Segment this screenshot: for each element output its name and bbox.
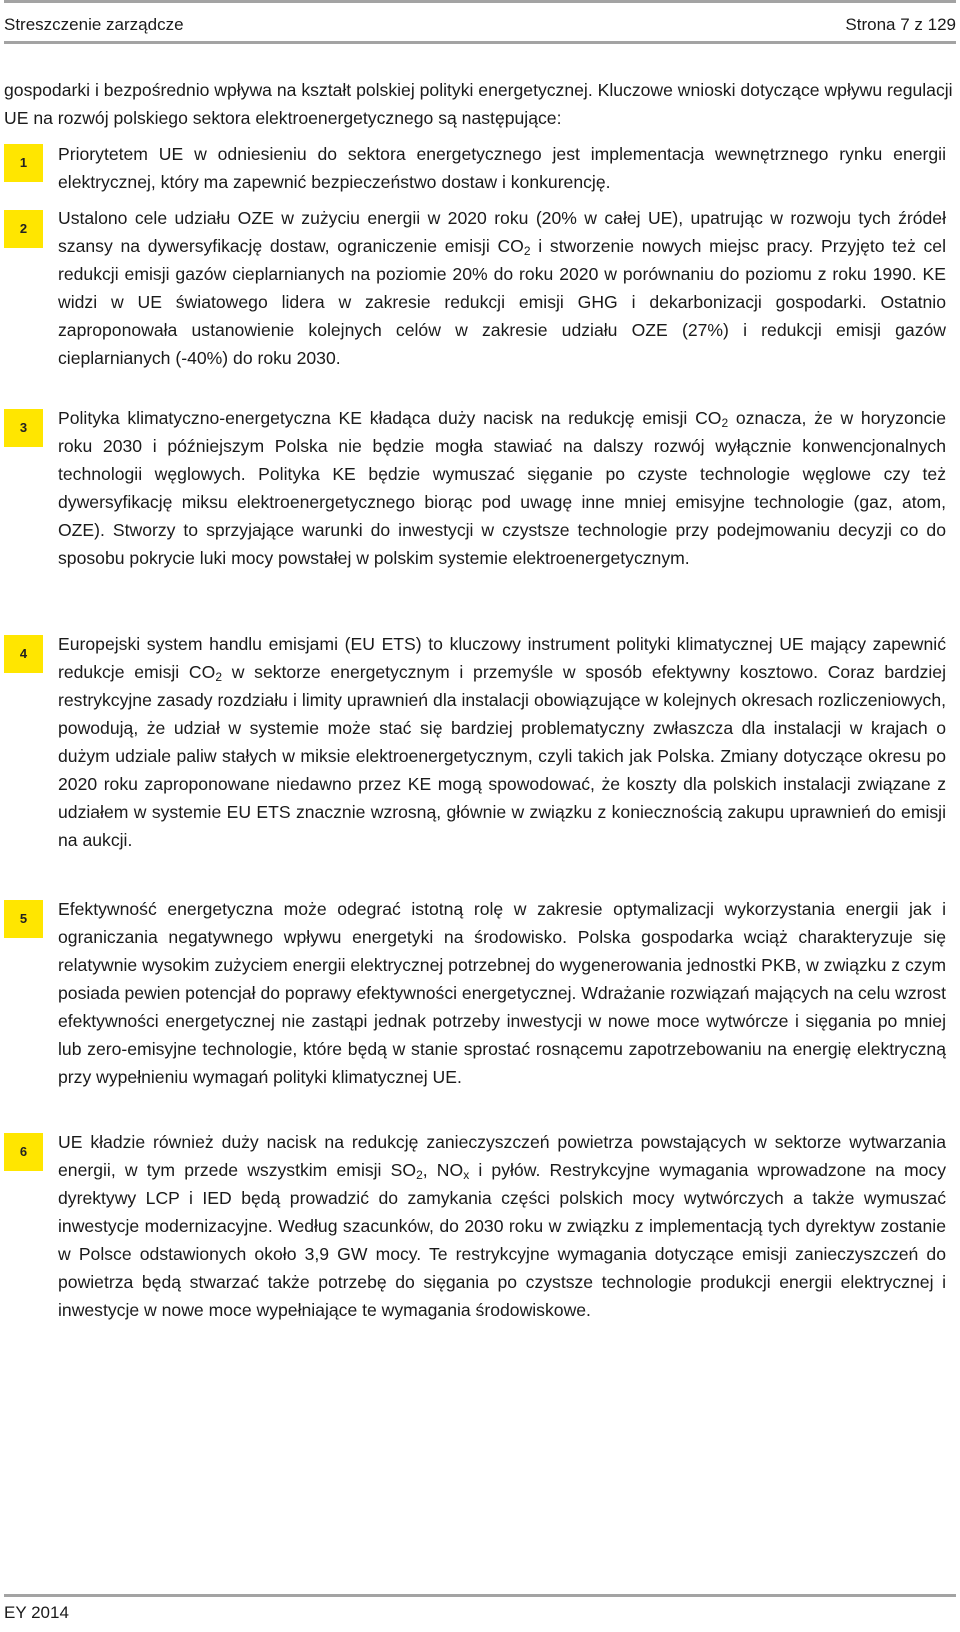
page-footer — [4, 1594, 956, 1623]
item-text: Priorytetem UE w odniesieniu do sektora energetycznego jest implementacja wewnętrznego rynku energii elektrycznej, który ma zapewnić bezpieczeństwo dostaw i konkurencję. — [58, 144, 946, 192]
item-number-badge: 2 — [4, 210, 43, 248]
intro-paragraph: gospodarki i bezpośrednio wpływa na kształt polskiej polityki energetycznej. Kluczowe wnioski dotyczące wpływu regulacji UE na rozwój polskiego sektora elektroenergetycznego są następujące: — [4, 80, 953, 128]
page-number: Strona 7 z 129 — [845, 15, 956, 34]
item-text: Ustalono cele udziału OZE w zużyciu energii w 2020 roku (20% w całej UE), upatrując w rozwoju tych źródeł szansy na dywersyfikację dostaw, ograniczenie emisji $CO_2$ i stworzenie nowych miejsc pracy. Przyjęto też cel redukcji emisji gazów cieplarnianych na poziomie 20% do roku 2020 w porównaniu do poziomu z roku 1990. KE widzi w UE światowego lidera w zakresie redukcji emisji GHG i dekarbonizacji gospodarki. Ostatnio zaproponowała ustanowienie kolejnych celów w zakresie udziału OZE (27%) i redukcji emisji gazów cieplarnianych (-40%) do roku 2030. — [58, 208, 946, 368]
item-number-badge: 1 — [4, 144, 43, 182]
footer-copyright: EY 2014 — [4, 1603, 69, 1622]
item-number-badge: 4 — [4, 635, 43, 673]
item-text: Europejski system handlu emisjami (EU ETS) to kluczowy instrument polityki klimatycznej UE mający zapewnić redukcje emisji $CO_2$ w sektorze energetycznym i przemyśle w sposób efektywny kosztowo. Coraz bardziej restrykcyjne zasady rozdziału i limity uprawnień dla instalacji obowiązujące w kolejnych okresach rozliczeniowych, powodują, że udział w systemie może stać się bardziej problematyczny zwłaszcza dla instalacji w krajach o dużym udziale paliw stałych w miksie elektroenergetycznym, czyli takich jak Polska. Zmiany dotyczące okresu po 2020 roku zaproponowane niedawno przez KE mogą spowodować, że koszty dla polskich instalacji związane z udziałem w systemie EU ETS znacznie wzrosną, głównie w związku z koniecznością zakupu uprawnień do emisji na aukcji. — [58, 634, 946, 850]
item-text: UE kładzie również duży nacisk na redukcję zanieczyszczeń powietrza powstających w sektorze wytwarzania energii, w tym przede wszystkim emisji $SO_2$, $NO_x$ i pyłów. Restrykcyjne wymagania wprowadzone na mocy dyrektywy LCP i IED będą prowadzić do zamykania części polskich mocy wytwórczych a także wymuszać inwestycje modernizacyjne. Według szacunków, do 2030 roku w związku z implementacją tych dyrektyw zostanie w Polsce odstawionych około 3,9 GW mocy. Te restrykcyjne wymagania dotyczące emisji zanieczyszczeń do powietrza będą stwarzać także potrzebę do sięgania po czystsze technologie produkcji energii elektrycznej i inwestycje w nowe moce wypełniające te wymagania środowiskowe. — [58, 1132, 947, 1320]
document-section-title: Streszczenie zarządcze — [4, 15, 184, 34]
item-number-badge: 3 — [4, 409, 43, 447]
item-text: Efektywność energetyczna może odegrać istotną rolę w zakresie optymalizacji wykorzystania energii jak i ograniczania negatywnego wpływu energetyki na środowisko. Polska gospodarka wciąż charakteryzuje się relatywnie wysokim zużyciem energii elektrycznej potrzebnej do wygenerowania jednostki PKB, w związku z czym posiada pewien potencjał do poprawy efektywności energetycznej. Wdrażanie rozwiązań mających na celu wzrost efektywności energetycznej nie zastąpi jednak potrzeby inwestycji w nowe moce wytwórcze i sięgania po mniej lub zero-emisyjne technologie, które będą w stanie sprostać rosnącemu zapotrzebowaniu na energię elektryczną przy wypełnieniu wymagań polityki klimatycznej UE. — [58, 899, 946, 1087]
page-header — [4, 0, 956, 44]
item-number-badge: 5 — [4, 900, 43, 938]
item-text: Polityka klimatyczno-energetyczna KE kładąca duży nacisk na redukcję emisji $CO_2$ oznacza, że w horyzoncie roku 2030 i późniejszym Polska nie będzie mogła stawiać na dalszy rozwój wyłącznie konwencjonalnych technologii węglowych. Polityka KE będzie wymuszać sięganie po czyste technologie węglowe czy też dywersyfikację miksu elektroenergetycznego biorąc pod uwagę inne mniej emisyjne technologie (gaz, atom, OZE). Stworzy to sprzyjające warunki do inwestycji w czystsze technologie przy podejmowaniu decyzji co do sposobu pokrycie luki mocy powstałej w polskim systemie elektroenergetycznym. — [58, 408, 947, 568]
item-number-badge: 6 — [4, 1133, 43, 1171]
